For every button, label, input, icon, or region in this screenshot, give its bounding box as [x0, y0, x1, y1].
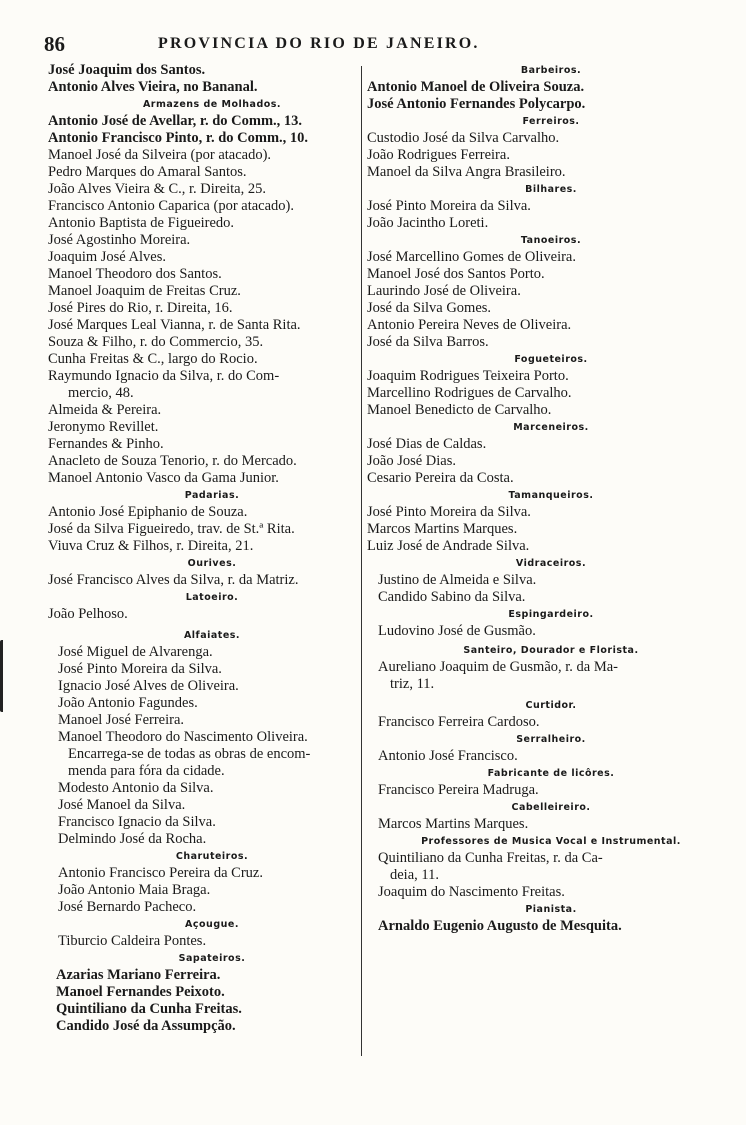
directory-entry: Francisco Antonio Caparica (por atacado).	[48, 198, 295, 214]
directory-entry: Quintiliano da Cunha Freitas, r. da Ca-	[378, 850, 603, 866]
directory-entry: Manoel José da Silveira (por atacado).	[48, 147, 272, 163]
directory-entry: João Pelhoso.	[48, 606, 128, 622]
directory-entry: José Pires do Rio, r. Direita, 16.	[48, 300, 233, 316]
directory-entry: Francisco Ignacio da Silva.	[58, 814, 216, 830]
directory-entry: João José Dias.	[367, 453, 457, 469]
directory-entry: José Antonio Fernandes Polycarpo.	[367, 96, 586, 112]
directory-entry: Candido José da Assumpção.	[56, 1018, 236, 1034]
directory-entry: Francisco Pereira Madruga.	[378, 782, 539, 798]
directory-entry: menda para fóra da cidade.	[68, 763, 225, 779]
directory-entry: Manoel Fernandes Peixoto.	[56, 984, 225, 1000]
section-heading: Açougue.	[185, 919, 239, 930]
section-heading: Latoeiro.	[185, 592, 239, 603]
directory-entry: Ludovino José de Gusmão.	[378, 623, 536, 639]
directory-entry: Custodio José da Silva Carvalho.	[367, 130, 560, 146]
section-heading: Fabricante de licôres.	[487, 768, 615, 779]
directory-entry: José Pinto Moreira da Silva.	[58, 661, 222, 677]
section-heading: Marceneiros.	[513, 422, 589, 433]
directory-entry: Modesto Antonio da Silva.	[58, 780, 214, 796]
directory-entry: Anacleto de Souza Tenorio, r. do Mercado.	[48, 453, 297, 469]
binding-mark	[0, 640, 9, 712]
directory-entry: Antonio José de Avellar, r. do Comm., 13.	[48, 113, 303, 129]
directory-entry: José da Silva Gomes.	[367, 300, 492, 316]
left-column	[44, 62, 362, 1035]
section-heading: Alfaiates.	[183, 630, 241, 641]
directory-entry: Manoel Joaquim de Freitas Cruz.	[48, 283, 241, 299]
section-heading: Sapateiros.	[178, 953, 246, 964]
directory-entry: João Antonio Maia Braga.	[58, 882, 211, 898]
section-heading: Curtidor.	[525, 700, 577, 711]
directory-entry: Aureliano Joaquim de Gusmão, r. da Ma-	[378, 659, 619, 675]
directory-entry: Manoel José Ferreira.	[58, 712, 185, 728]
section-heading: Bilhares.	[525, 184, 577, 195]
right-column	[366, 62, 696, 935]
directory-entry: José Bernardo Pacheco.	[58, 899, 197, 915]
page-number: 86	[44, 32, 65, 56]
directory-entry: José Agostinho Moreira.	[48, 232, 191, 248]
directory-entry: Antonio Alves Vieira, no Bananal.	[48, 79, 258, 95]
directory-entry: Candido Sabino da Silva.	[378, 589, 526, 605]
section-heading: Armazens de Molhados.	[142, 99, 282, 110]
directory-entry: José Joaquim dos Santos.	[48, 62, 206, 78]
directory-entry: José Miguel de Alvarenga.	[58, 644, 213, 660]
directory-entry: José Pinto Moreira da Silva.	[367, 198, 531, 214]
directory-entry: José Marcellino Gomes de Oliveira.	[367, 249, 576, 265]
directory-entry: José Pinto Moreira da Silva.	[367, 504, 531, 520]
directory-entry: Manoel Theodoro dos Santos.	[48, 266, 222, 282]
directory-entry: Delmindo José da Rocha.	[58, 831, 207, 847]
directory-entry: Jeronymo Revillet.	[48, 419, 159, 435]
directory-entry: José Marques Leal Vianna, r. de Santa Rita.	[48, 317, 301, 333]
section-heading: Tanoeiros.	[520, 235, 582, 246]
directory-entry: Cunha Freitas & C., largo do Rocio.	[48, 351, 258, 367]
directory-entry: Antonio Francisco Pereira da Cruz.	[58, 865, 263, 881]
directory-entry: Manoel Antonio Vasco da Gama Junior.	[48, 470, 279, 486]
directory-entry: Tiburcio Caldeira Pontes.	[58, 933, 207, 949]
section-heading: Vidraceiros.	[515, 558, 587, 569]
directory-entry: Manoel Theodoro do Nascimento Oliveira.	[58, 729, 308, 745]
page-header	[0, 32, 746, 58]
directory-entry: Antonio Francisco Pinto, r. do Comm., 10.	[48, 130, 309, 146]
section-heading: Tamanqueiros.	[508, 490, 594, 501]
section-heading: Professores de Musica Vocal e Instrumental.	[421, 836, 681, 847]
section-heading: Serralheiro.	[516, 734, 586, 745]
directory-entry: Joaquim José Alves.	[48, 249, 167, 265]
directory-entry: Cesario Pereira da Costa.	[367, 470, 514, 486]
directory-entry: Marcos Martins Marques.	[367, 521, 518, 537]
directory-entry: Antonio José Epiphanio de Souza.	[48, 504, 248, 520]
directory-entry: triz, 11.	[390, 676, 435, 692]
directory-entry: Justino de Almeida e Silva.	[378, 572, 537, 588]
directory-entry: Francisco Ferreira Cardoso.	[378, 714, 540, 730]
directory-entry: Antonio Pereira Neves de Oliveira.	[367, 317, 572, 333]
section-heading: Santeiro, Dourador e Florista.	[463, 645, 639, 656]
directory-entry: Quintiliano da Cunha Freitas.	[56, 1001, 242, 1017]
directory-entry: Marcos Martins Marques.	[378, 816, 529, 832]
directory-entry: Luiz José de Andrade Silva.	[367, 538, 530, 554]
section-heading: Pianista.	[525, 904, 577, 915]
directory-entry: Antonio José Francisco.	[378, 748, 518, 764]
directory-entry: João Alves Vieira & C., r. Direita, 25.	[48, 181, 266, 197]
directory-entry: Antonio Manoel de Oliveira Souza.	[367, 79, 585, 95]
directory-entry: Ignacio José Alves de Oliveira.	[58, 678, 239, 694]
directory-entry: José Francisco Alves da Silva, r. da Matriz.	[48, 572, 299, 588]
directory-entry: Manoel da Silva Angra Brasileiro.	[367, 164, 566, 180]
directory-entry: Laurindo José de Oliveira.	[367, 283, 521, 299]
directory-entry: deia, 11.	[390, 867, 439, 883]
directory-entry: Arnaldo Eugenio Augusto de Mesquita.	[378, 918, 622, 934]
directory-entry: Azarias Mariano Ferreira.	[56, 967, 221, 983]
section-heading: Cabelleireiro.	[511, 802, 591, 813]
directory-entry: Fernandes & Pinho.	[48, 436, 164, 452]
directory-entry: Joaquim Rodrigues Teixeira Porto.	[367, 368, 569, 384]
directory-entry: João Rodrigues Ferreira.	[367, 147, 510, 163]
running-head: PROVINCIA DO RIO DE JANEIRO.	[158, 35, 480, 52]
directory-entry: Antonio Baptista de Figueiredo.	[48, 215, 235, 231]
directory-entry: Encarrega-se de todas as obras de encom-	[68, 746, 311, 762]
directory-entry: José Manoel da Silva.	[58, 797, 186, 813]
directory-entry: Joaquim do Nascimento Freitas.	[378, 884, 565, 900]
directory-entry: Souza & Filho, r. do Commercio, 35.	[48, 334, 264, 350]
directory-entry: mercio, 48.	[68, 385, 134, 401]
section-heading: Ourives.	[187, 558, 237, 569]
directory-entry: Manoel José dos Santos Porto.	[367, 266, 545, 282]
directory-entry: José da Silva Figueiredo, trav. de St.ª Rita.	[48, 521, 295, 537]
section-heading: Charuteiros.	[175, 851, 249, 862]
directory-entry: João Jacintho Loreti.	[367, 215, 489, 231]
section-heading: Barbeiros.	[520, 65, 582, 76]
directory-entry: Pedro Marques do Amaral Santos.	[48, 164, 247, 180]
directory-entry: José da Silva Barros.	[367, 334, 489, 350]
section-heading: Fogueteiros.	[514, 354, 588, 365]
section-heading: Ferreiros.	[522, 116, 580, 127]
section-heading: Espingardeiro.	[508, 609, 594, 620]
directory-entry: José Dias de Caldas.	[367, 436, 487, 452]
directory-entry: Viuva Cruz & Filhos, r. Direita, 21.	[48, 538, 254, 554]
directory-entry: Marcellino Rodrigues de Carvalho.	[367, 385, 572, 401]
directory-entry: Manoel Benedicto de Carvalho.	[367, 402, 552, 418]
section-heading: Padarias.	[184, 490, 240, 501]
directory-entry: João Antonio Fagundes.	[58, 695, 198, 711]
directory-entry: Raymundo Ignacio da Silva, r. do Com-	[48, 368, 280, 384]
directory-entry: Almeida & Pereira.	[48, 402, 162, 418]
